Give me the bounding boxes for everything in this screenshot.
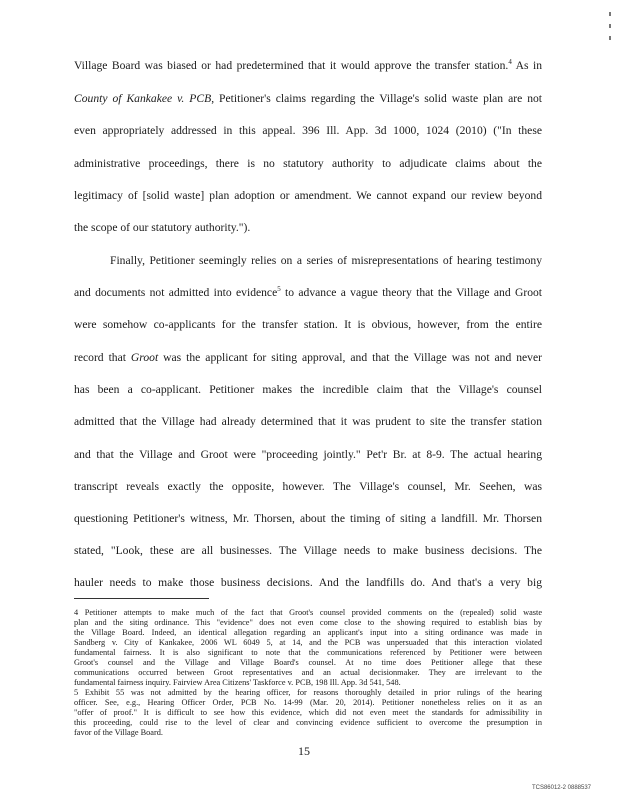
- footnote-5-line-3: "offer of proof." It is difficult to see how this evidence, which did not even meet the standards for admissibility in: [74, 708, 542, 717]
- body-line-11: has been a co-applicant. Petitioner makes the incredible claim that the Village's counsel: [74, 383, 542, 396]
- body-line-8: and documents not admitted into evidence$^5$ to advance a vague theory that the Village and Groot: [74, 285, 543, 299]
- footnote-divider: [74, 598, 209, 599]
- footnote-ref-5[interactable]: 5: [277, 285, 281, 293]
- body-line-4: administrative proceedings, there is no statutory authority to adjudicate claims about the: [74, 157, 542, 170]
- footnote-ref-4[interactable]: 4: [508, 58, 512, 66]
- italic-groot: Groot: [130, 351, 159, 364]
- footnote-4-line-7: communications occurred between Groot representatives and an actual decisionmaker. They are irrelevant to the: [74, 668, 542, 677]
- scan-edge-mark: [609, 36, 611, 40]
- body-line-3: even appropriately addressed in this appeal. 396 Ill. App. 3d 1000, 1024 (2010) ("In these: [74, 124, 542, 137]
- footnote-5-line-1: 5 Exhibit 55 was not admitted by the hearing officer, for reasons thoroughly detailed in prior rulings of the hearing: [74, 688, 542, 697]
- footnote-4-line-6: Groot's counsel and the Village and Village Board's counsel. At no time does Petitioner allege that these: [74, 658, 542, 667]
- page-number: 15: [298, 744, 310, 758]
- body-line-14: transcript reveals exactly the opposite, however. The Village's counsel, Mr. Seehen, was: [74, 480, 542, 493]
- case-citation: County of Kankakee v. PCB: [74, 92, 212, 105]
- footnote-4-line-2: plan and the siting ordinance. This "evidence" does not even come close to the showing required to establish bias by: [74, 618, 542, 627]
- footnote-5-line-4: this proceeding, could rise to the level of clear and convincing evidence sufficient to overcome the presumption in: [74, 718, 542, 727]
- footnote-5-line-2: officer. See, e.g., Hearing Officer Order, PCB No. 14-99 (Mar. 20, 2014). Petitioner nonetheless relies on it as an: [74, 698, 542, 707]
- footnote-5-line-5: favor of the Village Board.: [74, 728, 163, 737]
- scan-edge-mark: [609, 24, 611, 28]
- document-id: TCS86012-2 0888537: [531, 785, 591, 791]
- footnote-4-line-8: fundamental fairness inquiry. Fairview Area Citizens' Taskforce v. PCB, 198 Ill. App. 3d 541, 548.: [74, 678, 401, 687]
- body-line-13: and that the Village and Groot were "proceeding jointly." Pet'r Br. at 8-9. The actual hearing: [74, 448, 542, 461]
- body-line-6: the scope of our statutory authority.").: [74, 221, 251, 234]
- footnote-4-line-3: the Village Board. Indeed, an identical allegation regarding an applicant's input into a siting ordinance was made in: [74, 628, 542, 637]
- body-line-1: Village Board was biased or had predetermined that it would approve the transfer station.$^4$ As in: [74, 58, 542, 72]
- body-line-15: questioning Petitioner's witness, Mr. Thorsen, about the timing of siting a landfill. Mr. Thorsen: [74, 512, 542, 525]
- body-line-9: were somehow co-applicants for the transfer station. It is obvious, however, from the entire: [74, 318, 542, 331]
- body-line-12: admitted that the Village had already determined that it was prudent to site the transfer station: [74, 415, 542, 428]
- scan-edge-mark: [609, 12, 611, 16]
- body-line-2: County of Kankakee v. PCB, Petitioner's claims regarding the Village's solid waste plan are not: [74, 92, 543, 105]
- body-line-16: stated, "Look, these are all businesses. The Village needs to make business decisions. The: [74, 544, 542, 557]
- body-line-5: legitimacy of [solid waste] plan adoption or amendment. We cannot expand our review beyond: [74, 189, 542, 202]
- body-line-7: Finally, Petitioner seemingly relies on a series of misrepresentations of hearing testimony: [110, 254, 542, 267]
- footnote-4-line-4: Sandberg v. City of Kankakee, 2006 WL 6049 5, at 14, and the PCB was unpersuaded that this interaction violated: [74, 638, 542, 647]
- body-line-10: record that Groot was the applicant for siting approval, and that the Village was not and never: [74, 351, 542, 364]
- footnote-4-line-1: 4 Petitioner attempts to make much of the fact that Groot's counsel provided comments on the (repealed) solid waste: [74, 608, 542, 617]
- body-line-17: hauler needs to make those business decisions. And the landfills do. And that's a very big: [74, 576, 542, 589]
- footnote-4-line-5: fundamental fairness. It is also significant to note that the communications referenced by Petitioner were between: [74, 648, 542, 657]
